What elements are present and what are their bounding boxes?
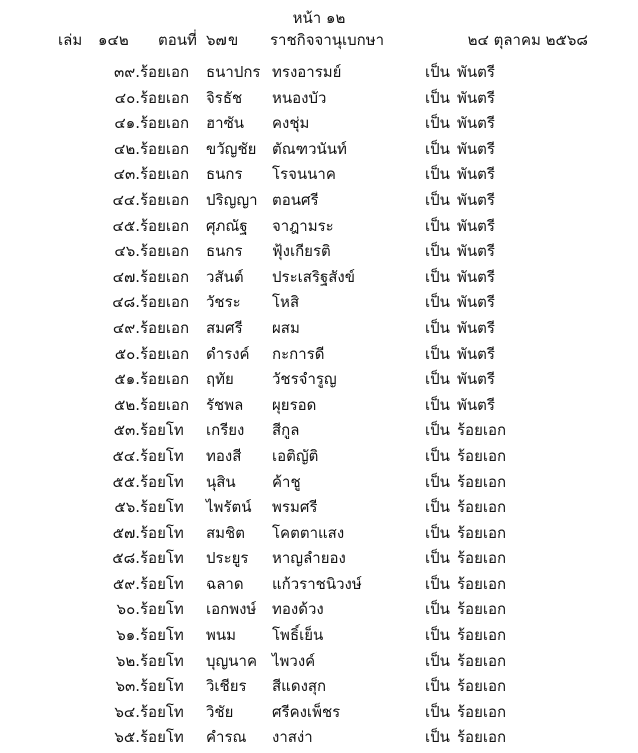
- list-item: [0, 239, 638, 265]
- new-rank: พันตรี: [457, 267, 495, 286]
- first-name: เอกพงษ์: [206, 600, 257, 619]
- current-rank: ร้อยเอก: [140, 165, 190, 184]
- promotion-word: เป็น: [425, 421, 450, 440]
- list-item: [0, 60, 638, 86]
- promotion-word: เป็น: [425, 88, 450, 107]
- last-name: โรจนนาค: [272, 165, 336, 184]
- last-name: หาญลำยอง: [272, 549, 346, 568]
- current-rank: ร้อยโท: [140, 446, 184, 465]
- first-name: ไพรัตน์: [206, 498, 252, 517]
- list-item: [0, 725, 638, 751]
- list-item: [0, 342, 638, 368]
- last-name: ค้าชู: [272, 472, 301, 491]
- entry-number: ๔๖.: [114, 242, 140, 261]
- last-name: ประเสริฐสังข์: [272, 267, 355, 286]
- new-rank: พันตรี: [457, 318, 495, 337]
- first-name: วิเชียร: [206, 677, 247, 696]
- current-rank: ร้อยโท: [140, 702, 184, 721]
- current-rank: ร้อยเอก: [140, 242, 190, 261]
- last-name: ตอนศรี: [272, 190, 319, 209]
- entry-number: ๔๕.: [112, 216, 140, 235]
- last-name: คงชุ่ม: [272, 114, 310, 133]
- first-name: จิรธัช: [206, 88, 243, 107]
- last-name: สีกูล: [272, 421, 300, 440]
- promotion-word: เป็น: [425, 395, 450, 414]
- new-rank: ร้อยเอก: [457, 651, 507, 670]
- new-rank: พันตรี: [457, 395, 495, 414]
- promotion-word: เป็น: [425, 318, 450, 337]
- first-name: ฮาซัน: [206, 114, 245, 133]
- promotion-word: เป็น: [425, 370, 450, 389]
- list-item: [0, 649, 638, 675]
- promotion-word: เป็น: [425, 549, 450, 568]
- entry-number: ๔๘.: [112, 293, 140, 312]
- first-name: ฤทัย: [206, 370, 234, 389]
- promotion-list: [0, 60, 638, 751]
- last-name: ไพวงค์: [272, 651, 316, 670]
- list-item: [0, 418, 638, 444]
- entry-number: ๕๕.: [112, 472, 140, 491]
- first-name: ทองสี: [206, 446, 242, 465]
- volume-number: ๑๔๒: [98, 31, 129, 49]
- current-rank: ร้อยเอก: [140, 114, 190, 133]
- last-name: ตัณฑวนันท์: [272, 139, 347, 158]
- entry-number: ๕๓.: [113, 421, 140, 440]
- current-rank: ร้อยเอก: [140, 293, 190, 312]
- current-rank: ร้อยโท: [140, 574, 184, 593]
- last-name: ทรงอารมย์: [272, 63, 342, 81]
- gazette-header: [58, 30, 588, 50]
- first-name: ศุภณัฐ: [206, 216, 248, 235]
- new-rank: ร้อยเอก: [457, 523, 507, 542]
- entry-number: ๖๑.: [116, 626, 140, 645]
- section-letter: ข: [228, 31, 239, 49]
- list-item: [0, 521, 638, 547]
- new-rank: ร้อยเอก: [457, 677, 507, 696]
- last-name: วัชรจำรูญ: [272, 370, 337, 389]
- list-item: [0, 86, 638, 112]
- new-rank: พันตรี: [457, 88, 495, 107]
- entry-number: ๔๑.: [114, 114, 140, 133]
- new-rank: พันตรี: [457, 190, 495, 209]
- new-rank: ร้อยเอก: [457, 472, 507, 491]
- current-rank: ร้อยเอก: [140, 370, 190, 389]
- new-rank: ร้อยเอก: [457, 421, 507, 440]
- promotion-word: เป็น: [425, 472, 450, 491]
- new-rank: ร้อยเอก: [457, 702, 507, 721]
- first-name: เกรียง: [206, 421, 245, 440]
- entry-number: ๕๘.: [112, 549, 140, 568]
- current-rank: ร้อยเอก: [140, 344, 190, 363]
- promotion-word: เป็น: [425, 139, 450, 158]
- last-name: จาฎามระ: [272, 216, 334, 235]
- first-name: ธนกร: [206, 165, 243, 184]
- list-item: [0, 162, 638, 188]
- entry-number: ๓๙.: [113, 63, 140, 81]
- list-item: [0, 290, 638, 316]
- promotion-word: เป็น: [425, 242, 450, 261]
- last-name: งาสง่า: [272, 728, 313, 747]
- promotion-word: เป็น: [425, 344, 450, 363]
- new-rank: พันตรี: [457, 114, 495, 133]
- entry-number: ๖๒.: [115, 651, 140, 670]
- last-name: เอติญัติ: [272, 446, 319, 465]
- list-item: [0, 700, 638, 726]
- list-item: [0, 111, 638, 137]
- first-name: วสันต์: [206, 267, 244, 286]
- promotion-word: เป็น: [425, 523, 450, 542]
- last-name: กะการดี: [272, 344, 325, 363]
- entry-number: ๖๔.: [114, 702, 140, 721]
- entry-number: ๖๕.: [114, 728, 140, 747]
- new-rank: พันตรี: [457, 293, 495, 312]
- new-rank: พันตรี: [457, 165, 495, 184]
- list-item: [0, 188, 638, 214]
- entry-number: ๔๙.: [112, 318, 140, 337]
- last-name: ผุยรอด: [272, 395, 317, 414]
- entry-number: ๕๔.: [112, 446, 140, 465]
- entry-number: ๕๒.: [113, 395, 140, 414]
- promotion-word: เป็น: [425, 574, 450, 593]
- current-rank: ร้อยเอก: [140, 267, 190, 286]
- entry-number: ๕๖.: [114, 498, 140, 517]
- first-name: บุญนาค: [206, 651, 258, 670]
- issue-number: ๖๗: [206, 31, 227, 49]
- first-name: ปริญญา: [206, 190, 258, 209]
- first-name: รัชพล: [206, 395, 244, 414]
- current-rank: ร้อยโท: [140, 728, 184, 747]
- entry-number: ๖๓.: [115, 677, 140, 696]
- current-rank: ร้อยโท: [140, 523, 184, 542]
- last-name: ทองด้วง: [272, 600, 324, 619]
- first-name: ประยูร: [206, 549, 249, 568]
- first-name: ขวัญชัย: [206, 139, 257, 158]
- last-name: หนองบัว: [272, 88, 327, 107]
- promotion-word: เป็น: [425, 728, 450, 747]
- first-name: ธนกร: [206, 242, 243, 261]
- first-name: คำรณ: [206, 728, 247, 747]
- entry-number: ๔๓.: [113, 165, 140, 184]
- last-name: พรมศรี: [272, 498, 318, 517]
- list-item: [0, 623, 638, 649]
- new-rank: ร้อยเอก: [457, 549, 507, 568]
- new-rank: ร้อยเอก: [457, 728, 507, 747]
- current-rank: ร้อยโท: [140, 421, 184, 440]
- current-rank: ร้อยโท: [140, 498, 184, 517]
- new-rank: ร้อยเอก: [457, 446, 507, 465]
- promotion-word: เป็น: [425, 190, 450, 209]
- current-rank: ร้อยโท: [140, 600, 184, 619]
- promotion-word: เป็น: [425, 267, 450, 286]
- first-name: วัชระ: [206, 293, 241, 312]
- first-name: วิชัย: [206, 702, 234, 721]
- entry-number: ๕๗.: [112, 523, 140, 542]
- promotion-word: เป็น: [425, 677, 450, 696]
- last-name: โพธิ์เย็น: [272, 626, 324, 645]
- first-name: ธนาปกร: [206, 63, 261, 81]
- list-item: [0, 597, 638, 623]
- current-rank: ร้อยเอก: [140, 190, 190, 209]
- list-item: [0, 367, 638, 393]
- entry-number: ๔๐.: [114, 88, 140, 107]
- first-name: นุสิน: [206, 472, 236, 491]
- entry-number: ๕๙.: [112, 574, 140, 593]
- last-name: ผสม: [272, 318, 300, 337]
- last-name: โหสิ: [272, 293, 300, 312]
- new-rank: พันตรี: [457, 370, 495, 389]
- entry-number: ๕๑.: [114, 370, 140, 389]
- publication-date: ๒๔ ตุลาคม ๒๕๖๘: [467, 31, 588, 49]
- list-item: [0, 316, 638, 342]
- new-rank: พันตรี: [457, 344, 495, 363]
- last-name: ฟุ้งเกียรติ: [272, 242, 331, 261]
- current-rank: ร้อยเอก: [140, 216, 190, 235]
- promotion-word: เป็น: [425, 114, 450, 133]
- list-item: [0, 137, 638, 163]
- promotion-word: เป็น: [425, 446, 450, 465]
- last-name: ศรีคงเพ็ชร: [272, 702, 341, 721]
- page-number: หน้า ๑๒: [292, 9, 346, 27]
- entry-number: ๕๐.: [114, 344, 140, 363]
- first-name: พนม: [206, 626, 237, 645]
- volume-label: เล่ม: [58, 31, 83, 49]
- promotion-word: เป็น: [425, 626, 450, 645]
- first-name: ดำรงค์: [206, 344, 250, 363]
- current-rank: ร้อยโท: [140, 626, 184, 645]
- promotion-word: เป็น: [425, 63, 450, 81]
- list-item: [0, 572, 638, 598]
- gazette-title: ราชกิจจานุเบกษา: [270, 31, 385, 49]
- list-item: [0, 393, 638, 419]
- last-name: แก้วราชนิวงษ์: [272, 574, 362, 593]
- promotion-word: เป็น: [425, 702, 450, 721]
- promotion-word: เป็น: [425, 498, 450, 517]
- new-rank: พันตรี: [457, 242, 495, 261]
- list-item: [0, 470, 638, 496]
- current-rank: ร้อยเอก: [140, 395, 190, 414]
- first-name: สมชิต: [206, 523, 245, 542]
- entry-number: ๔๗.: [112, 267, 140, 286]
- list-item: [0, 546, 638, 572]
- last-name: โคตตาแสง: [272, 523, 345, 542]
- current-rank: ร้อยเอก: [140, 63, 190, 81]
- new-rank: พันตรี: [457, 63, 495, 81]
- current-rank: ร้อยเอก: [140, 88, 190, 107]
- current-rank: ร้อยเอก: [140, 318, 190, 337]
- new-rank: ร้อยเอก: [457, 600, 507, 619]
- current-rank: ร้อยโท: [140, 651, 184, 670]
- promotion-word: เป็น: [425, 651, 450, 670]
- new-rank: พันตรี: [457, 139, 495, 158]
- list-item: [0, 214, 638, 240]
- entry-number: ๖๐.: [116, 600, 140, 619]
- promotion-word: เป็น: [425, 600, 450, 619]
- new-rank: ร้อยเอก: [457, 574, 507, 593]
- entry-number: ๔๔.: [112, 190, 140, 209]
- last-name: สีแดงสุก: [272, 677, 327, 696]
- list-item: [0, 495, 638, 521]
- issue-label: ตอนที่: [158, 31, 197, 49]
- list-item: [0, 265, 638, 291]
- promotion-word: เป็น: [425, 216, 450, 235]
- promotion-word: เป็น: [425, 293, 450, 312]
- new-rank: ร้อยเอก: [457, 498, 507, 517]
- new-rank: ร้อยเอก: [457, 626, 507, 645]
- current-rank: ร้อยโท: [140, 677, 184, 696]
- list-item: [0, 444, 638, 470]
- current-rank: ร้อยโท: [140, 549, 184, 568]
- promotion-word: เป็น: [425, 165, 450, 184]
- current-rank: ร้อยโท: [140, 472, 184, 491]
- first-name: สมศรี: [206, 318, 243, 337]
- first-name: ฉลาด: [206, 574, 244, 593]
- entry-number: ๔๒.: [113, 139, 140, 158]
- list-item: [0, 674, 638, 700]
- current-rank: ร้อยเอก: [140, 139, 190, 158]
- new-rank: พันตรี: [457, 216, 495, 235]
